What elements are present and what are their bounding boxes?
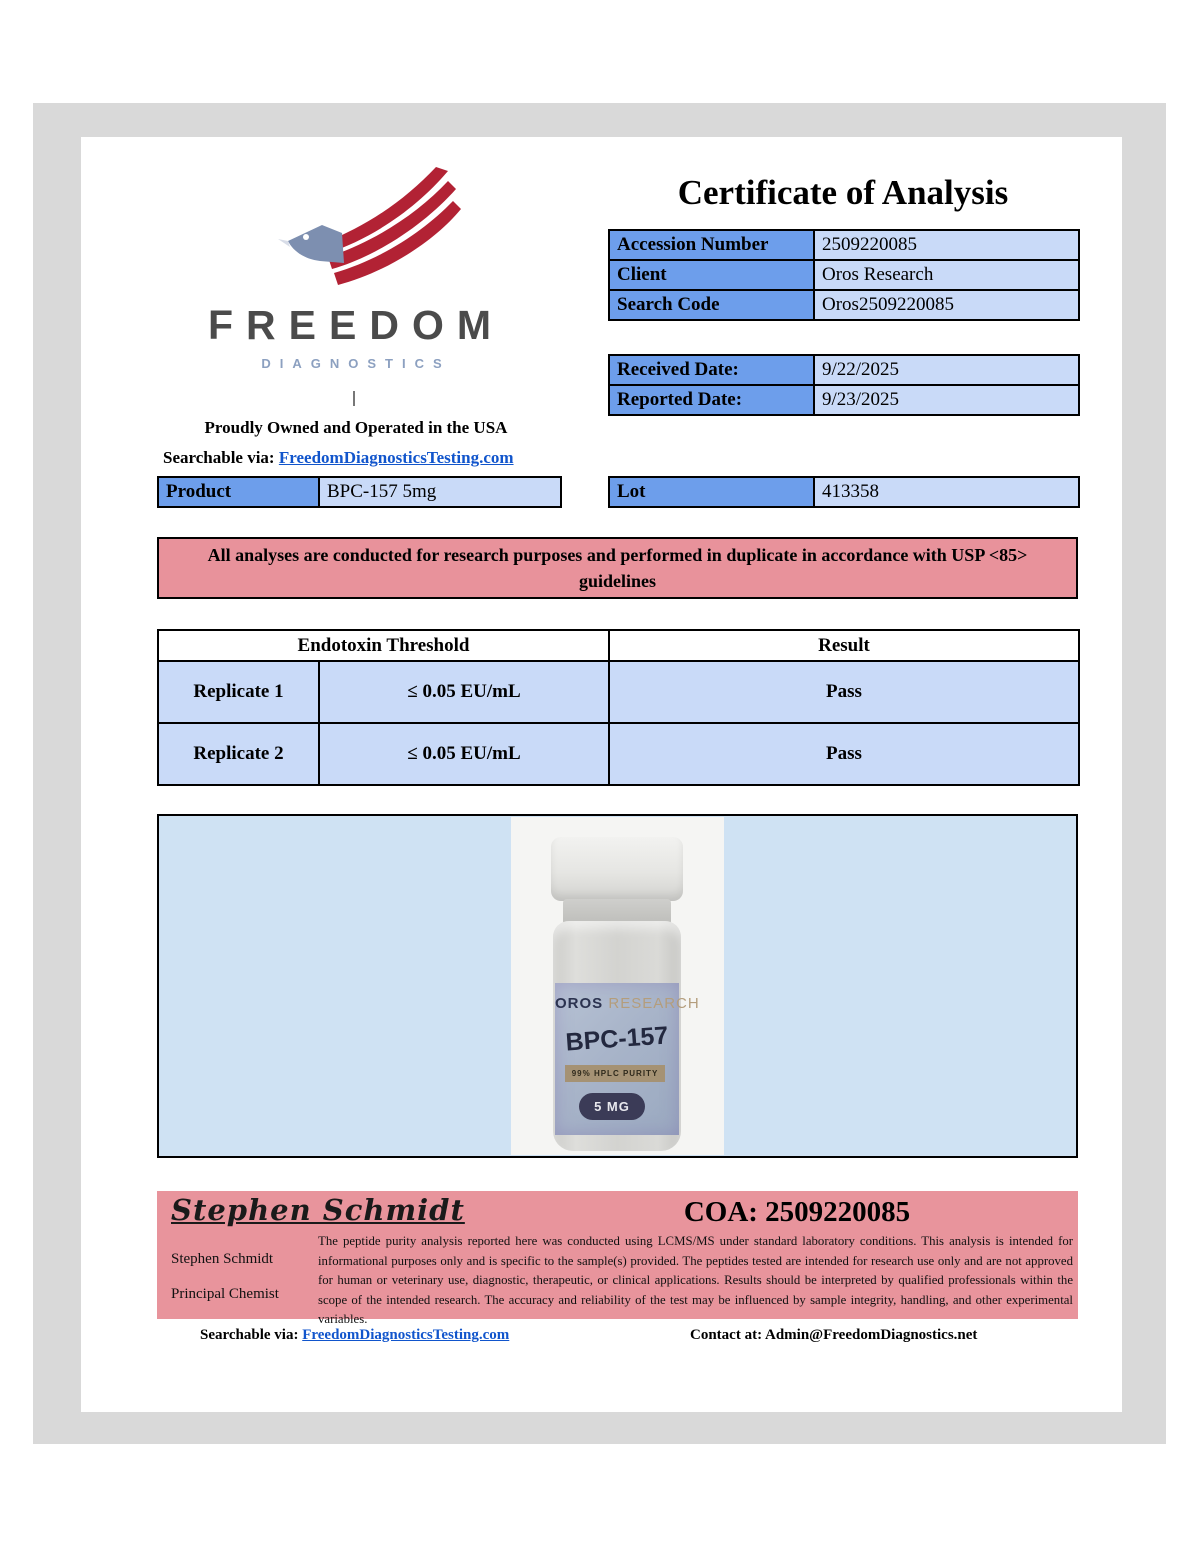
client-value: Oros Research [814,260,1079,290]
replicate-2-result: Pass [609,723,1079,785]
replicate-1-result: Pass [609,661,1079,723]
vial-body [553,921,700,1151]
lot-table [608,476,1080,508]
table-row [158,477,561,507]
searchable-line-top [163,448,514,468]
chemist-title: Principal Chemist [171,1286,279,1302]
reported-date-label: Reported Date: [609,385,814,415]
product-table [157,476,562,508]
divider [353,391,355,406]
replicate-1-threshold: ≤ 0.05 EU/mL [319,661,609,723]
table-row [158,661,1079,723]
brand-subtitle: DIAGNOSTICS [261,356,451,371]
usp-notice-banner: All analyses are conducted for research purposes and performed in duplicate in accordance with USP <85> guidelines [157,537,1078,599]
client-label: Client [609,260,814,290]
vial-cap [551,837,683,901]
accession-number-value: 2509220085 [814,230,1079,260]
replicate-2-threshold: ≤ 0.05 EU/mL [319,723,609,785]
sample-image-box [157,814,1078,1158]
replicate-2-name: Replicate 2 [158,723,319,785]
footer-searchable-link[interactable]: FreedomDiagnosticsTesting.com [302,1327,510,1343]
vial-dose-badge: 5 MG [579,1093,645,1120]
table-row [609,230,1079,260]
certificate-page [81,137,1122,1412]
vial-label [555,983,700,1135]
table-header-row [158,630,1079,661]
footer-searchable-label: Searchable via: [200,1327,299,1343]
table-row [609,355,1079,385]
dates-table [608,354,1080,416]
product-label: Product [158,477,319,507]
product-value: BPC-157 5mg [319,477,561,507]
table-row [609,290,1079,320]
received-date-label: Received Date: [609,355,814,385]
received-date-value: 9/22/2025 [814,355,1079,385]
footer-searchable-line [200,1327,509,1344]
accession-info-table [608,229,1080,321]
freedom-diagnostics-eagle-logo-icon [276,167,461,297]
result-header: Result [609,630,1079,661]
vial-brand-primary: OROS [555,995,604,1012]
disclaimer-text: The peptide purity analysis reported here was conducted using LCMS/MS under standard laboratory conditions. This analysis is intended for informational purposes only and is specific to the sample(s) provided. The peptides tested are intended for research use only and are not approved for human or veterinary use, diagnostic, therapeutic, or clinical applications. Results should be interpreted by qualified professionals within the scope of the intended research. The accuracy and reliability of the test may be influenced by sample integrity, handling, and other experimental variables. [318,1234,1073,1327]
vial-photo [511,817,724,1155]
search-code-value: Oros2509220085 [814,290,1079,320]
searchable-link-top[interactable]: FreedomDiagnosticsTesting.com [278,448,514,467]
lot-label: Lot [609,477,814,507]
accession-number-label: Accession Number [609,230,814,260]
vial-brand-text [555,995,700,1012]
signature-script: Stephen Schmidt [171,1193,465,1227]
vial-product-name: BPC-157 [564,1021,670,1057]
vial-brand-secondary: RESEARCH [608,995,700,1012]
table-row [609,260,1079,290]
search-code-label: Search Code [609,290,814,320]
table-row [158,723,1079,785]
table-row [609,385,1079,415]
endotoxin-threshold-header: Endotoxin Threshold [158,630,609,661]
vial-purity-badge: 99% HPLC PURITY [565,1065,665,1082]
reported-date-value: 9/23/2025 [814,385,1079,415]
footer-contact: Contact at: Admin@FreedomDiagnostics.net [690,1327,978,1343]
coa-number: COA: 2509220085 [683,1196,911,1228]
chemist-name: Stephen Schmidt [171,1251,274,1267]
lot-value: 413358 [814,477,1079,507]
endotoxin-results-table [157,629,1080,786]
table-row [609,477,1079,507]
brand-name: FREEDOM [208,302,504,348]
tagline: Proudly Owned and Operated in the USA [204,418,508,437]
attestation-box [157,1191,1078,1327]
page-title: Certificate of Analysis [677,173,1009,212]
searchable-label: Searchable via: [163,448,275,467]
replicate-1-name: Replicate 1 [158,661,319,723]
